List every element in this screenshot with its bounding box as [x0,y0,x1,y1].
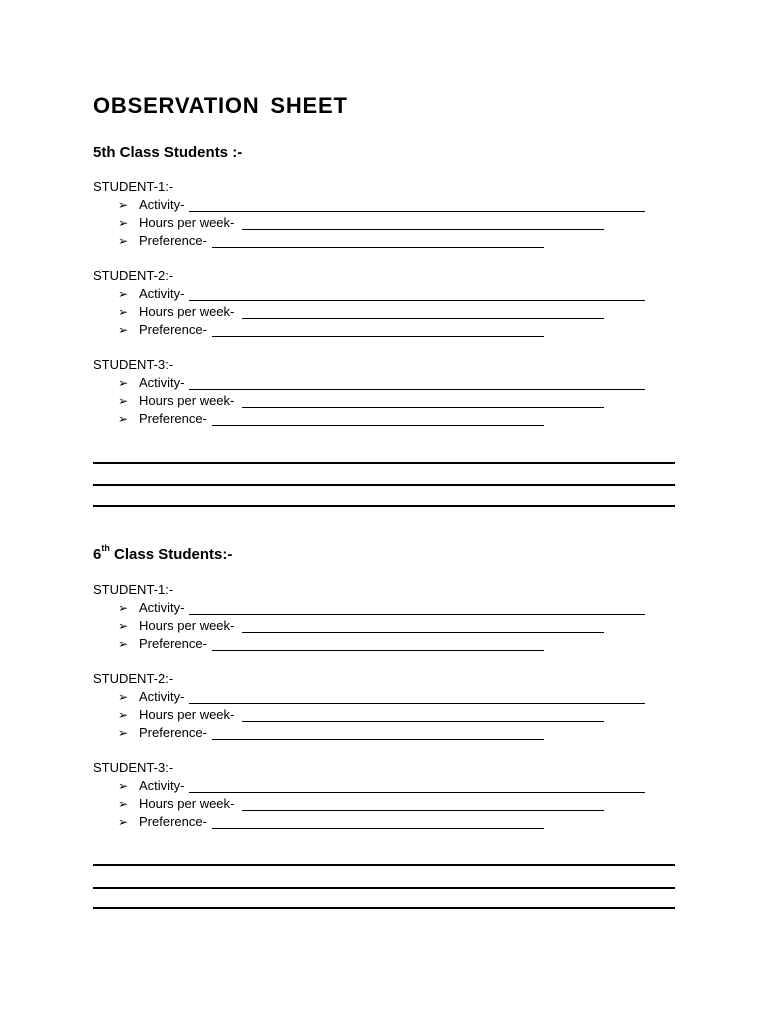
hours-per-week-label: Hours per week- [139,393,235,408]
activity-blank-line[interactable] [189,389,645,390]
arrowhead-bullet-icon: ➢ [117,797,129,811]
page-title: OBSERVATION SHEET [93,93,348,118]
preference-label: Preference- [139,233,207,248]
student-label: STUDENT-3:- [93,760,174,775]
hours-per-week-blank-line[interactable] [242,229,604,230]
preference-blank-line[interactable] [212,425,544,426]
student-label: STUDENT-2:- [93,671,174,686]
preference-blank-line[interactable] [212,828,544,829]
notes-line[interactable] [93,864,675,866]
arrowhead-bullet-icon: ➢ [117,601,129,615]
activity-label: Activity- [139,600,185,615]
activity-label: Activity- [139,286,185,301]
notes-line[interactable] [93,887,675,889]
arrowhead-bullet-icon: ➢ [117,234,129,248]
hours-per-week-blank-line[interactable] [242,632,604,633]
preference-label: Preference- [139,725,207,740]
arrowhead-bullet-icon: ➢ [117,376,129,390]
student-label: STUDENT-3:- [93,357,174,372]
arrowhead-bullet-icon: ➢ [117,637,129,651]
notes-line[interactable] [93,462,675,464]
section-heading-5th-class: 5th Class Students :- [93,144,243,161]
hours-per-week-label: Hours per week- [139,618,235,633]
section-heading-number: 6 [93,546,102,563]
arrowhead-bullet-icon: ➢ [117,815,129,829]
activity-label: Activity- [139,689,185,704]
preference-blank-line[interactable] [212,650,544,651]
student-label: STUDENT-1:- [93,179,174,194]
arrowhead-bullet-icon: ➢ [117,412,129,426]
hours-per-week-blank-line[interactable] [242,810,604,811]
hours-per-week-label: Hours per week- [139,796,235,811]
arrowhead-bullet-icon: ➢ [117,619,129,633]
hours-per-week-blank-line[interactable] [242,407,604,408]
hours-per-week-blank-line[interactable] [242,721,604,722]
arrowhead-bullet-icon: ➢ [117,216,129,230]
activity-blank-line[interactable] [189,300,645,301]
preference-blank-line[interactable] [212,247,544,248]
hours-per-week-blank-line[interactable] [242,318,604,319]
arrowhead-bullet-icon: ➢ [117,287,129,301]
arrowhead-bullet-icon: ➢ [117,198,129,212]
preference-label: Preference- [139,411,207,426]
notes-line[interactable] [93,907,675,909]
arrowhead-bullet-icon: ➢ [117,323,129,337]
student-label: STUDENT-2:- [93,268,174,283]
activity-blank-line[interactable] [189,703,645,704]
arrowhead-bullet-icon: ➢ [117,779,129,793]
preference-label: Preference- [139,636,207,651]
hours-per-week-label: Hours per week- [139,707,235,722]
activity-blank-line[interactable] [189,211,645,212]
hours-per-week-label: Hours per week- [139,215,235,230]
activity-label: Activity- [139,197,185,212]
preference-blank-line[interactable] [212,336,544,337]
activity-label: Activity- [139,375,185,390]
arrowhead-bullet-icon: ➢ [117,708,129,722]
notes-line[interactable] [93,505,675,507]
arrowhead-bullet-icon: ➢ [117,305,129,319]
section-heading-6th-class [93,543,233,564]
preference-label: Preference- [139,814,207,829]
notes-line[interactable] [93,484,675,486]
activity-blank-line[interactable] [189,792,645,793]
preference-label: Preference- [139,322,207,337]
activity-blank-line[interactable] [189,614,645,615]
arrowhead-bullet-icon: ➢ [117,726,129,740]
hours-per-week-label: Hours per week- [139,304,235,319]
arrowhead-bullet-icon: ➢ [117,394,129,408]
student-label: STUDENT-1:- [93,582,174,597]
activity-label: Activity- [139,778,185,793]
preference-blank-line[interactable] [212,739,544,740]
arrowhead-bullet-icon: ➢ [117,690,129,704]
section-heading-ordinal: th [101,543,110,553]
section-heading-text: Class Students:- [109,546,233,563]
